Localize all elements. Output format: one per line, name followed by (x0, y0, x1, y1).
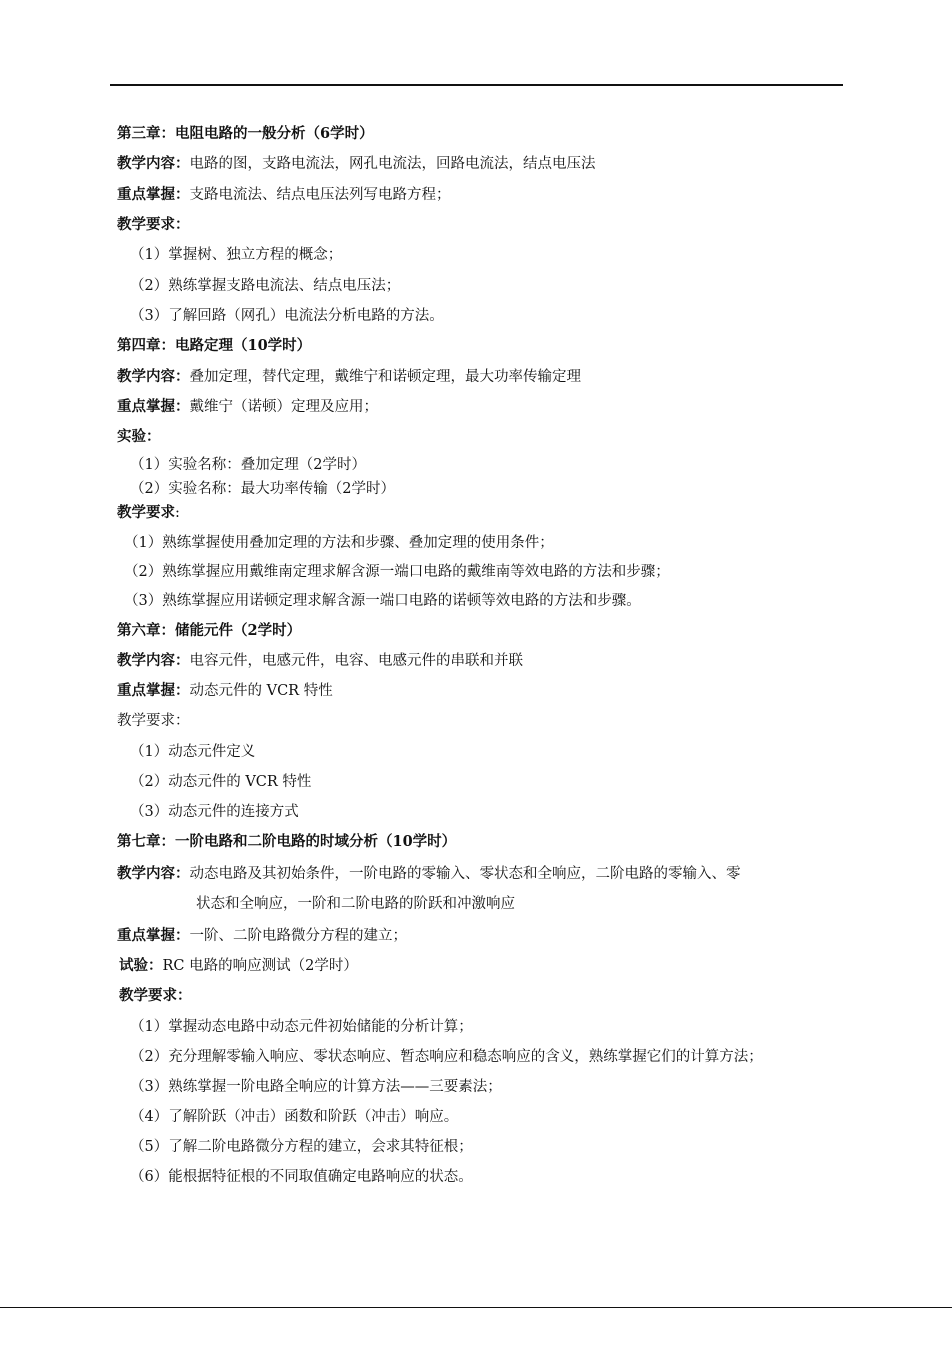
chapter-7-title: 第七章：一阶电路和二阶电路的时域分析（10学时） (117, 833, 457, 850)
ch6-req-2: （2）动态元件的 VCR 特性 (130, 774, 312, 790)
ch3-key-text: 支路电流法、结点电压法列写电路方程； (189, 187, 451, 203)
ch4-key-text: 戴维宁（诺顿）定理及应用； (189, 399, 378, 415)
ch7-experiment (119, 956, 358, 976)
ch6-key-text: 动态元件的 VCR 特性 (189, 683, 333, 699)
ch4-req-label: 教学要求 (117, 504, 175, 521)
ch7-content-text-1: 动态电路及其初始条件，一阶电路的零输入、零状态和全响应，二阶电路的零输入、零 (189, 866, 741, 882)
ch6-key-label: 重点掌握： (117, 682, 190, 699)
ch7-req-5: （5）了解二阶电路微分方程的建立，会求其特征根； (130, 1139, 473, 1155)
ch7-req-3: （3）熟练掌握一阶电路全响应的计算方法——三要素法； (130, 1079, 502, 1095)
ch4-key-points (117, 397, 378, 417)
ch4-content-label: 教学内容： (117, 368, 190, 385)
chapter-4-title: 第四章：电路定理（10学时） (117, 337, 312, 354)
ch7-teaching-content (117, 864, 741, 884)
ch7-content-label: 教学内容： (117, 865, 190, 882)
ch6-req-3: （3）动态元件的连接方式 (130, 804, 299, 820)
ch6-req-1: （1）动态元件定义 (130, 744, 256, 760)
ch4-req-2: （2）熟练掌握应用戴维南定理求解含源一端口电路的戴维南等效电路的方法和步骤； (124, 564, 670, 580)
chapter-6-title: 第六章：储能元件（2学时） (117, 622, 302, 639)
ch7-req-1: （1）掌握动态电路中动态元件初始储能的分析计算； (130, 1019, 473, 1035)
ch7-exp-label: 试验： (119, 957, 163, 974)
ch6-content-label: 教学内容： (117, 652, 190, 669)
ch6-requirements-label: 教学要求： (117, 713, 190, 729)
ch7-content-text-2: 状态和全响应，一阶和二阶电路的阶跃和冲激响应 (196, 896, 515, 912)
ch6-content-text: 电容元件，电感元件，电容、电感元件的串联和并联 (189, 653, 523, 669)
ch3-content-text: 电路的图，支路电流法，网孔电流法，回路电流法，结点电压法 (189, 156, 596, 172)
ch3-key-label: 重点掌握： (117, 186, 190, 203)
ch6-teaching-content (117, 651, 523, 671)
ch7-req-2: （2）充分理解零输入响应、零状态响应、暂态响应和稳态响应的含义，熟练掌握它们的计算方法； (130, 1049, 763, 1065)
ch3-requirements-label: 教学要求： (117, 216, 190, 233)
ch4-exp-1: （1）实验名称：叠加定理（2学时） (130, 457, 366, 473)
ch4-requirements (117, 503, 180, 523)
ch7-req-6: （6）能根据特征根的不同取值确定电路响应的状态。 (130, 1169, 473, 1185)
ch3-req-1: （1）掌握树、独立方程的概念； (130, 247, 343, 263)
ch4-req-colon: : (175, 505, 180, 521)
ch3-req-2: （2）熟练掌握支路电流法、结点电压法； (130, 278, 401, 294)
ch4-exp-2: （2）实验名称：最大功率传输（2学时） (130, 481, 395, 497)
chapter-3-title: 第三章：电阻电路的一般分析（6学时） (117, 125, 374, 142)
ch4-req-3: （3）熟练掌握应用诺顿定理求解含源一端口电路的诺顿等效电路的方法和步骤。 (124, 593, 641, 609)
ch6-key-points (117, 681, 333, 701)
ch7-key-text: 一阶、二阶电路微分方程的建立； (189, 928, 407, 944)
ch3-teaching-content (117, 154, 596, 174)
ch4-teaching-content (117, 367, 581, 387)
ch3-req-3: （3）了解回路（网孔）电流法分析电路的方法。 (130, 308, 444, 324)
ch7-key-points (117, 926, 407, 946)
ch4-key-label: 重点掌握： (117, 398, 190, 415)
ch3-key-points (117, 185, 451, 205)
ch7-requirements-label: 教学要求： (119, 987, 192, 1004)
ch4-experiment-label: 实验： (117, 428, 161, 445)
ch7-req-4: （4）了解阶跃（冲击）函数和阶跃（冲击）响应。 (130, 1109, 459, 1125)
ch7-exp-text: RC 电路的响应测试（2学时） (162, 958, 358, 974)
ch7-key-label: 重点掌握： (117, 927, 190, 944)
ch3-content-label: 教学内容： (117, 155, 190, 172)
ch4-content-text: 叠加定理，替代定理，戴维宁和诺顿定理，最大功率传输定理 (189, 369, 581, 385)
ch4-req-1: （1）熟练掌握使用叠加定理的方法和步骤、叠加定理的使用条件； (124, 535, 554, 551)
footer-rule (0, 1307, 952, 1308)
